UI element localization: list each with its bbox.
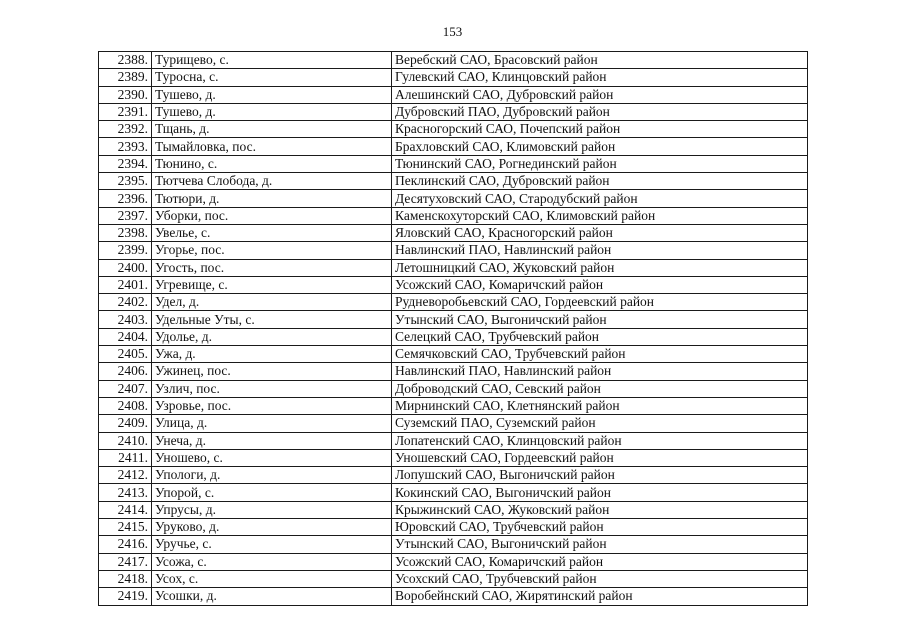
administrative-unit: Веребский САО, Брасовский район [392,52,808,69]
row-number: 2395. [99,173,152,190]
administrative-unit: Семячковский САО, Трубчевский район [392,346,808,363]
table-row [99,570,808,587]
administrative-unit: Тюнинский САО, Рогнединский район [392,155,808,172]
table-row [99,138,808,155]
settlement-name: Туросна, с. [152,69,392,86]
settlement-name: Тушево, д. [152,86,392,103]
settlement-name: Усожа, с. [152,553,392,570]
row-number: 2419. [99,588,152,605]
table-row [99,432,808,449]
administrative-unit: Воробейнский САО, Жирятинский район [392,588,808,605]
row-number: 2409. [99,415,152,432]
table-row [99,501,808,518]
administrative-unit: Лопушский САО, Выгоничский район [392,467,808,484]
table-row [99,121,808,138]
administrative-unit: Лопатенский САО, Клинцовский район [392,432,808,449]
settlement-name: Угорье, пос. [152,242,392,259]
table-row [99,553,808,570]
settlement-name: Улица, д. [152,415,392,432]
administrative-unit: Доброводский САО, Севский район [392,380,808,397]
table-row [99,380,808,397]
settlement-name: Удолье, д. [152,328,392,345]
settlement-name: Уруково, д. [152,519,392,536]
settlement-name: Тщань, д. [152,121,392,138]
table-row [99,190,808,207]
row-number: 2410. [99,432,152,449]
table-row [99,173,808,190]
table-row [99,52,808,69]
row-number: 2389. [99,69,152,86]
administrative-unit: Мирнинский САО, Клетнянский район [392,397,808,414]
administrative-unit: Алешинский САО, Дубровский район [392,86,808,103]
administrative-unit: Усохский САО, Трубчевский район [392,570,808,587]
settlement-name: Тютчева Слобода, д. [152,173,392,190]
row-number: 2396. [99,190,152,207]
row-number: 2398. [99,224,152,241]
table-row [99,86,808,103]
table-row [99,449,808,466]
row-number: 2388. [99,52,152,69]
settlement-name: Тюнино, с. [152,155,392,172]
settlements-table [98,51,808,606]
settlement-name: Усох, с. [152,570,392,587]
row-number: 2390. [99,86,152,103]
settlement-name: Уручье, с. [152,536,392,553]
table-row [99,155,808,172]
settlement-name: Удел, д. [152,294,392,311]
settlement-name: Уношево, с. [152,449,392,466]
settlement-name: Тютюри, д. [152,190,392,207]
administrative-unit: Десятуховский САО, Стародубский район [392,190,808,207]
row-number: 2392. [99,121,152,138]
table-row [99,519,808,536]
table-row [99,588,808,605]
table-row [99,536,808,553]
table-row [99,484,808,501]
settlement-name: Упорой, с. [152,484,392,501]
row-number: 2402. [99,294,152,311]
table-row [99,276,808,293]
row-number: 2404. [99,328,152,345]
table-row [99,224,808,241]
administrative-unit: Пеклинский САО, Дубровский район [392,173,808,190]
table-row [99,467,808,484]
row-number: 2397. [99,207,152,224]
row-number: 2408. [99,397,152,414]
administrative-unit: Утынский САО, Выгоничский район [392,536,808,553]
administrative-unit: Уношевский САО, Гордеевский район [392,449,808,466]
table-row [99,103,808,120]
row-number: 2414. [99,501,152,518]
settlement-name: Ужа, д. [152,346,392,363]
row-number: 2401. [99,276,152,293]
administrative-unit: Гулевский САО, Клинцовский район [392,69,808,86]
administrative-unit: Усожский САО, Комаричский район [392,553,808,570]
administrative-unit: Навлинский ПАО, Навлинский район [392,242,808,259]
administrative-unit: Селецкий САО, Трубчевский район [392,328,808,345]
row-number: 2416. [99,536,152,553]
row-number: 2407. [99,380,152,397]
row-number: 2417. [99,553,152,570]
table-row [99,294,808,311]
settlement-name: Тушево, д. [152,103,392,120]
administrative-unit: Усожский САО, Комаричский район [392,276,808,293]
settlement-name: Ужинец, пос. [152,363,392,380]
settlement-name: Удельные Уты, с. [152,311,392,328]
administrative-unit: Кокинский САО, Выгоничский район [392,484,808,501]
settlement-name: Угревище, с. [152,276,392,293]
administrative-unit: Каменскохуторский САО, Климовский район [392,207,808,224]
row-number: 2403. [99,311,152,328]
administrative-unit: Дубровский ПАО, Дубровский район [392,103,808,120]
administrative-unit: Суземский ПАО, Суземский район [392,415,808,432]
row-number: 2411. [99,449,152,466]
table-row [99,242,808,259]
table-row [99,415,808,432]
settlement-name: Унеча, д. [152,432,392,449]
settlement-name: Узлич, пос. [152,380,392,397]
administrative-unit: Брахловский САО, Климовский район [392,138,808,155]
table-row [99,328,808,345]
table-row [99,207,808,224]
settlement-name: Усошки, д. [152,588,392,605]
administrative-unit: Навлинский ПАО, Навлинский район [392,363,808,380]
row-number: 2393. [99,138,152,155]
table-row [99,346,808,363]
settlement-name: Тымайловка, пос. [152,138,392,155]
table-row [99,363,808,380]
settlement-name: Упологи, д. [152,467,392,484]
table-row [99,69,808,86]
row-number: 2415. [99,519,152,536]
administrative-unit: Крыжинский САО, Жуковский район [392,501,808,518]
administrative-unit: Рудневоробьевский САО, Гордеевский район [392,294,808,311]
table-row [99,259,808,276]
row-number: 2399. [99,242,152,259]
row-number: 2405. [99,346,152,363]
settlement-name: Угость, пос. [152,259,392,276]
row-number: 2412. [99,467,152,484]
row-number: 2406. [99,363,152,380]
administrative-unit: Летошницкий САО, Жуковский район [392,259,808,276]
settlement-name: Увелье, с. [152,224,392,241]
table-body [99,52,808,606]
row-number: 2413. [99,484,152,501]
row-number: 2394. [99,155,152,172]
table-row [99,311,808,328]
settlement-name: Уборки, пос. [152,207,392,224]
administrative-unit: Яловский САО, Красногорский район [392,224,808,241]
table-row [99,397,808,414]
settlement-name: Узровье, пос. [152,397,392,414]
settlement-name: Упрусы, д. [152,501,392,518]
administrative-unit: Красногорский САО, Почепский район [392,121,808,138]
settlement-name: Турищево, с. [152,52,392,69]
page-number: 153 [442,24,463,39]
row-number: 2400. [99,259,152,276]
row-number: 2418. [99,570,152,587]
administrative-unit: Утынский САО, Выгоничский район [392,311,808,328]
row-number: 2391. [99,103,152,120]
administrative-unit: Юровский САО, Трубчевский район [392,519,808,536]
